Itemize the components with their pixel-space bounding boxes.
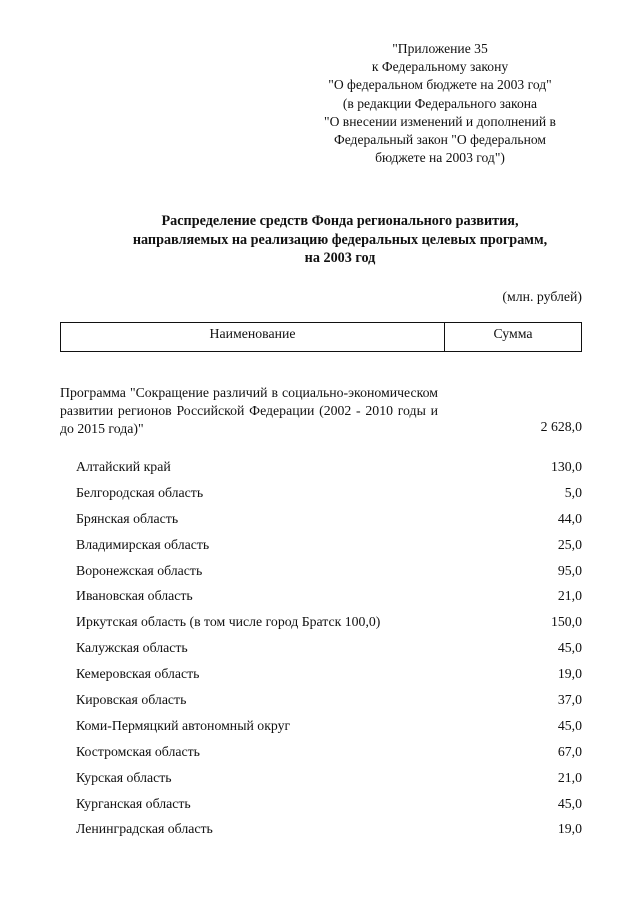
region-value: 37,0 [557, 692, 582, 708]
title-line: Распределение средств Фонда регионального развития, [161, 213, 519, 229]
region-value: 45,0 [557, 717, 582, 733]
region-name: Калужская область [76, 640, 188, 656]
region-value: 5,0 [564, 484, 582, 500]
appendix-line: Федеральный закон "О федеральном [333, 132, 547, 148]
table-row [0, 560, 640, 586]
region-list [0, 456, 640, 844]
units-label: (млн. рублей) [502, 289, 582, 304]
table-row [0, 508, 640, 534]
region-value: 95,0 [557, 562, 582, 578]
region-value: 130,0 [550, 459, 582, 474]
program-title: Программа "Сокращение различий в социально-экономическом развитии регионов Российской Федерации (2002 - 2010 годы и до 2015 года)" [60, 385, 438, 436]
region-value: 19,0 [557, 821, 582, 837]
region-name: Кировская область [76, 692, 187, 708]
table-row [0, 793, 640, 819]
table-row [0, 741, 640, 767]
table-row [0, 715, 640, 741]
appendix-line: к Федеральному закону [371, 59, 509, 75]
region-value: 25,0 [557, 536, 582, 552]
appendix-line: "Приложение 35 [392, 41, 488, 56]
table-row [0, 637, 640, 663]
region-value: 21,0 [557, 769, 582, 785]
appendix-header [300, 40, 580, 167]
region-name: Владимирская область [76, 536, 210, 552]
region-name: Коми-Пермяцкий автономный округ [76, 717, 291, 733]
region-name: Алтайский край [76, 459, 171, 474]
table-row [0, 663, 640, 689]
region-name: Кемеровская область [76, 666, 200, 682]
region-value: 45,0 [557, 640, 582, 656]
region-name: Иркутская область (в том числе город Братск 100,0) [76, 614, 381, 630]
appendix-line: бюджете на 2003 год") [375, 150, 505, 166]
table-row [0, 456, 640, 482]
region-value: 67,0 [557, 743, 582, 759]
region-name: Ивановская область [76, 588, 193, 604]
title-line: направляемых на реализацию федеральных целевых программ, [132, 231, 548, 248]
region-name: Курганская область [76, 795, 191, 811]
region-name: Курская область [76, 769, 172, 785]
region-name: Костромская область [76, 743, 200, 759]
table-row [0, 482, 640, 508]
region-name: Белгородская область [76, 484, 204, 500]
region-value: 44,0 [557, 510, 582, 526]
appendix-line: "О внесении изменений и дополнений в [324, 113, 556, 129]
table-row [0, 818, 640, 844]
table-row [0, 689, 640, 715]
region-name: Ленинградская область [76, 821, 213, 837]
appendix-line: (в редакции Федерального закона [342, 95, 538, 111]
title-line: на 2003 год [304, 250, 376, 267]
table-row [0, 767, 640, 793]
table-header [60, 322, 582, 352]
table-row [0, 611, 640, 637]
appendix-line: "О федеральном бюджете на 2003 год" [328, 77, 552, 93]
document-title [80, 212, 600, 268]
region-name: Воронежская область [76, 562, 203, 578]
program-sum: 2 628,0 [540, 419, 582, 434]
region-value: 21,0 [557, 588, 582, 604]
table-row [0, 534, 640, 560]
region-value: 150,0 [550, 614, 582, 630]
column-header-sum: Сумма [493, 326, 533, 341]
region-name: Брянская область [76, 510, 179, 526]
region-value: 19,0 [557, 666, 582, 682]
table-row [0, 585, 640, 611]
region-value: 45,0 [557, 795, 582, 811]
column-header-name: Наименование [61, 323, 445, 351]
